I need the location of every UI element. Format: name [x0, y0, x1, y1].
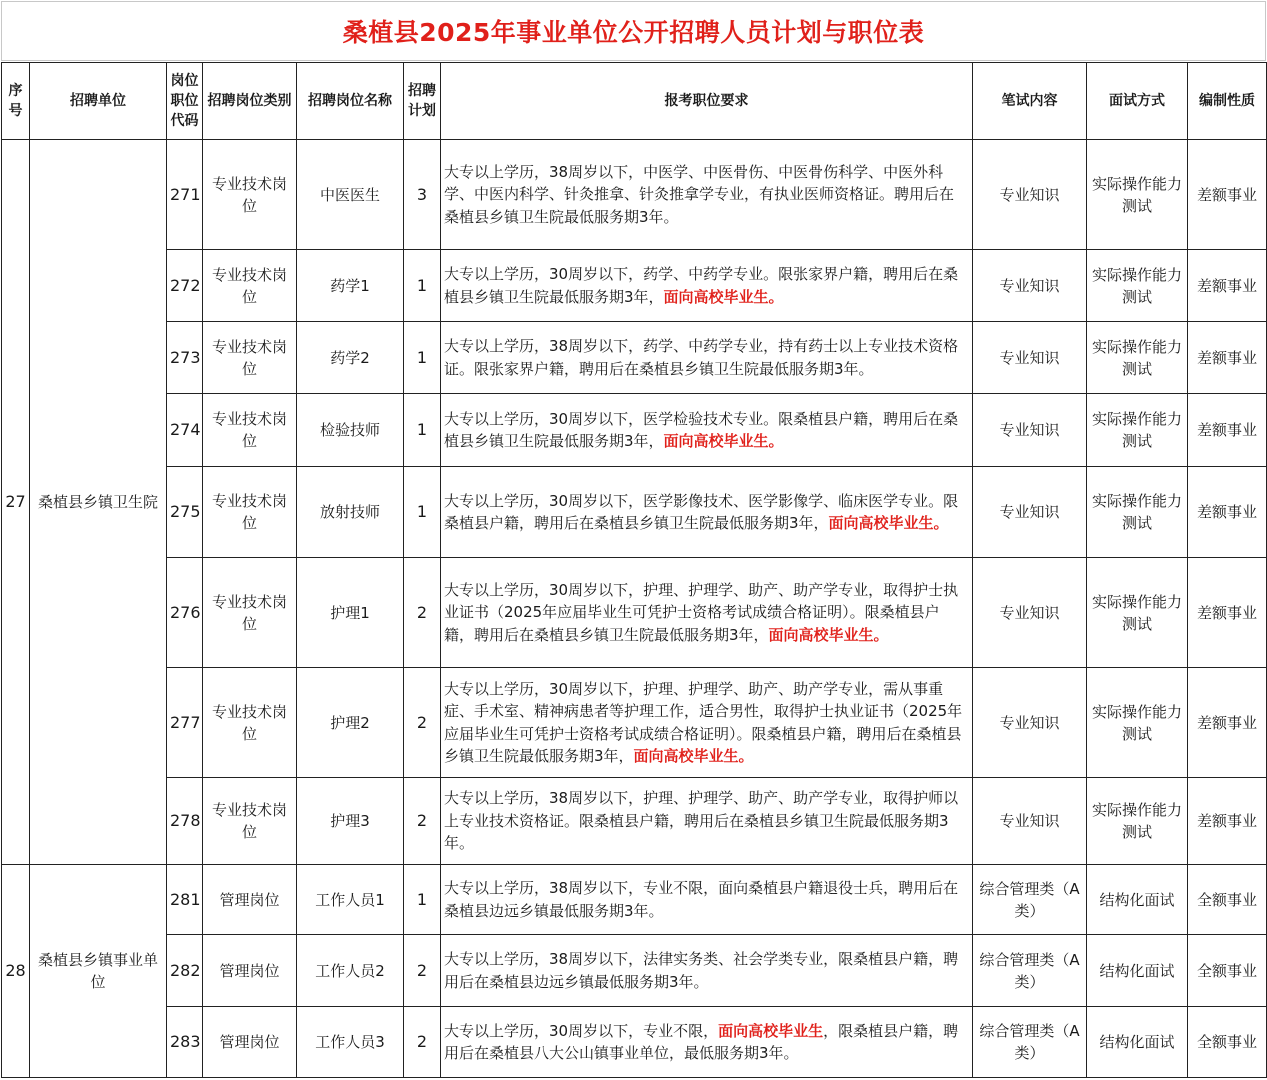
- staffing-type: 差额事业: [1188, 668, 1267, 778]
- interview-method: 实际操作能力测试: [1087, 250, 1188, 322]
- requirement-text: 大专以上学历，30周岁以下，医学影像技术、医学影像学、临床医学专业。限桑植县户籍，聘用后在桑植县乡镇卫生院最低服务期3年，: [444, 491, 959, 532]
- requirement-text: 大专以上学历，30周岁以下，药学、中药学专业。限张家界户籍，聘用后在桑植县乡镇卫生院最低服务期3年，: [444, 265, 959, 306]
- table-row: [2, 1007, 1267, 1078]
- header-code: 岗位职位代码: [167, 63, 203, 140]
- position-category: 专业技术岗位: [203, 778, 297, 865]
- interview-method: 实际操作能力测试: [1087, 322, 1188, 394]
- position-plan: 2: [404, 935, 441, 1007]
- position-plan: 1: [404, 865, 441, 935]
- highlight-text: 面向高校毕业生。: [828, 514, 949, 532]
- interview-method: 结构化面试: [1087, 935, 1188, 1007]
- position-plan: 2: [404, 668, 441, 778]
- header-requirements: 报考职位要求: [441, 63, 973, 140]
- table-row: [2, 467, 1267, 558]
- staffing-type: 全额事业: [1188, 865, 1267, 935]
- position-requirements: [441, 935, 973, 1007]
- position-name: 中医医生: [297, 140, 404, 250]
- header-row: [2, 63, 1267, 140]
- position-category: 专业技术岗位: [203, 140, 297, 250]
- position-code: 275: [167, 467, 203, 558]
- table-row: [2, 394, 1267, 467]
- position-name: 检验技师: [297, 394, 404, 467]
- requirement-text: ，限桑植县户籍，聘用后在桑植县八大公山镇事业单位，最低服务期3年。: [444, 1021, 959, 1062]
- table-row: [2, 140, 1267, 250]
- highlight-text: 面向高校毕业生。: [633, 747, 754, 765]
- highlight-text: 面向高校毕业生: [718, 1021, 824, 1040]
- position-category: 管理岗位: [203, 1007, 297, 1078]
- group-seq: 27: [2, 140, 30, 865]
- table-row: [2, 935, 1267, 1007]
- written-exam: 专业知识: [973, 140, 1087, 250]
- written-exam: 专业知识: [973, 778, 1087, 865]
- header-interview: 面试方式: [1087, 63, 1188, 140]
- position-plan: 2: [404, 1007, 441, 1078]
- position-category: 专业技术岗位: [203, 558, 297, 668]
- requirement-text: 大专以上学历，30周岁以下，专业不限，: [444, 1021, 719, 1040]
- position-requirements: [441, 322, 973, 394]
- position-code: 276: [167, 558, 203, 668]
- position-category: 专业技术岗位: [203, 668, 297, 778]
- table-row: [2, 865, 1267, 935]
- position-category: 专业技术岗位: [203, 394, 297, 467]
- requirement-text: 大专以上学历，38周岁以下，法律实务类、社会学类专业，限桑植县户籍，聘用后在桑植县边远乡镇最低服务期3年。: [444, 950, 959, 991]
- position-requirements: [441, 467, 973, 558]
- position-plan: 3: [404, 140, 441, 250]
- position-requirements: [441, 668, 973, 778]
- position-name: 工作人员3: [297, 1007, 404, 1078]
- group-seq: 28: [2, 865, 30, 1078]
- position-category: 管理岗位: [203, 935, 297, 1007]
- written-exam: 专业知识: [973, 467, 1087, 558]
- staffing-type: 差额事业: [1188, 778, 1267, 865]
- position-requirements: [441, 394, 973, 467]
- position-code: 281: [167, 865, 203, 935]
- position-code: 278: [167, 778, 203, 865]
- written-exam: 专业知识: [973, 668, 1087, 778]
- requirement-text: 大专以上学历，38周岁以下，护理、护理学、助产、助产学专业，取得护师以上专业技术资格证。限桑植县户籍，聘用后在桑植县乡镇卫生院最低服务期3年。: [444, 789, 959, 853]
- staffing-type: 差额事业: [1188, 394, 1267, 467]
- position-code: 273: [167, 322, 203, 394]
- position-code: 274: [167, 394, 203, 467]
- position-name: 护理2: [297, 668, 404, 778]
- position-category: 专业技术岗位: [203, 322, 297, 394]
- interview-method: 实际操作能力测试: [1087, 558, 1188, 668]
- position-requirements: [441, 250, 973, 322]
- position-name: 药学1: [297, 250, 404, 322]
- position-name: 护理3: [297, 778, 404, 865]
- written-exam: 专业知识: [973, 394, 1087, 467]
- position-category: 管理岗位: [203, 865, 297, 935]
- table-row: [2, 668, 1267, 778]
- highlight-text: 面向高校毕业生。: [768, 625, 889, 644]
- header-staffing: 编制性质: [1188, 63, 1267, 140]
- position-code: 271: [167, 140, 203, 250]
- header-category: 招聘岗位类别: [203, 63, 297, 140]
- written-exam: 专业知识: [973, 558, 1087, 668]
- position-requirements: [441, 140, 973, 250]
- position-name: 护理1: [297, 558, 404, 668]
- interview-method: 实际操作能力测试: [1087, 140, 1188, 250]
- group-unit: 桑植县乡镇卫生院: [30, 140, 167, 865]
- staffing-type: 差额事业: [1188, 467, 1267, 558]
- position-name: 药学2: [297, 322, 404, 394]
- position-plan: 2: [404, 558, 441, 668]
- staffing-type: 差额事业: [1188, 140, 1267, 250]
- table-row: [2, 778, 1267, 865]
- header-name: 招聘岗位名称: [297, 63, 404, 140]
- position-code: 272: [167, 250, 203, 322]
- header-unit: 招聘单位: [30, 63, 167, 140]
- interview-method: 实际操作能力测试: [1087, 467, 1188, 558]
- written-exam: 专业知识: [973, 250, 1087, 322]
- table-row: [2, 250, 1267, 322]
- position-category: 专业技术岗位: [203, 250, 297, 322]
- position-requirements: [441, 558, 973, 668]
- position-name: 工作人员2: [297, 935, 404, 1007]
- written-exam: 综合管理类（A 类）: [973, 935, 1087, 1007]
- interview-method: 实际操作能力测试: [1087, 778, 1188, 865]
- group-unit: 桑植县乡镇事业单位: [30, 865, 167, 1078]
- written-exam: 综合管理类（A 类）: [973, 865, 1087, 935]
- interview-method: 结构化面试: [1087, 1007, 1188, 1078]
- requirement-text: 大专以上学历，30周岁以下，医学检验技术专业。限桑植县户籍，聘用后在桑植县乡镇卫生院最低服务期3年，: [444, 409, 959, 450]
- highlight-text: 面向高校毕业生。: [663, 287, 784, 306]
- staffing-type: 差额事业: [1188, 322, 1267, 394]
- position-plan: 1: [404, 250, 441, 322]
- highlight-text: 面向高校毕业生。: [663, 432, 784, 450]
- position-plan: 1: [404, 467, 441, 558]
- position-name: 放射技师: [297, 467, 404, 558]
- interview-method: 实际操作能力测试: [1087, 394, 1188, 467]
- table-row: [2, 322, 1267, 394]
- interview-method: 实际操作能力测试: [1087, 668, 1188, 778]
- requirement-text: 大专以上学历，38周岁以下，中医学、中医骨伤、中医骨伤科学、中医外科学、中医内科学、针灸推拿、针灸推拿学专业，有执业医师资格证。聘用后在桑植县乡镇卫生院最低服务期3年。: [444, 162, 955, 226]
- position-requirements: [441, 865, 973, 935]
- table-row: [2, 558, 1267, 668]
- position-category: 专业技术岗位: [203, 467, 297, 558]
- staffing-type: 差额事业: [1188, 558, 1267, 668]
- position-plan: 1: [404, 394, 441, 467]
- position-requirements: [441, 778, 973, 865]
- staffing-type: 差额事业: [1188, 250, 1267, 322]
- document-title: 桑植县2025年事业单位公开招聘人员计划与职位表: [1, 1, 1266, 61]
- interview-method: 结构化面试: [1087, 865, 1188, 935]
- position-name: 工作人员1: [297, 865, 404, 935]
- header-seq: 序号: [2, 63, 30, 140]
- staffing-type: 全额事业: [1188, 935, 1267, 1007]
- position-plan: 2: [404, 778, 441, 865]
- position-requirements: [441, 1007, 973, 1078]
- requirement-text: 大专以上学历，38周岁以下，专业不限，面向桑植县户籍退役士兵，聘用后在桑植县边远乡镇最低服务期3年。: [444, 879, 959, 920]
- requirement-text: 大专以上学历，30周岁以下，护理、护理学、助产、助产学专业，取得护士执业证书（2025年应届毕业生可凭护士资格考试成绩合格证明）。限桑植县户籍，聘用后在桑植县乡镇卫生院最低服务期3年，: [444, 580, 959, 644]
- requirement-text: 大专以上学历，30周岁以下，护理、护理学、助产、助产学专业，需从事重症、手术室、精神病患者等护理工作，适合男性，取得护士执业证书（2025年应届毕业生可凭护士资格考试成绩合格证明）。限桑植县户籍，聘用后在桑植县乡镇卫生院最低服务期3年，: [444, 679, 963, 765]
- position-code: 277: [167, 668, 203, 778]
- recruitment-table: [1, 62, 1267, 1078]
- requirement-text: 大专以上学历，38周岁以下，药学、中药学专业，持有药士以上专业技术资格证。限张家界户籍，聘用后在桑植县乡镇卫生院最低服务期3年。: [444, 337, 959, 378]
- header-plan: 招聘计划: [404, 63, 441, 140]
- header-written: 笔试内容: [973, 63, 1087, 140]
- position-code: 282: [167, 935, 203, 1007]
- position-code: 283: [167, 1007, 203, 1078]
- written-exam: 综合管理类（A 类）: [973, 1007, 1087, 1078]
- written-exam: 专业知识: [973, 322, 1087, 394]
- staffing-type: 全额事业: [1188, 1007, 1267, 1078]
- position-plan: 1: [404, 322, 441, 394]
